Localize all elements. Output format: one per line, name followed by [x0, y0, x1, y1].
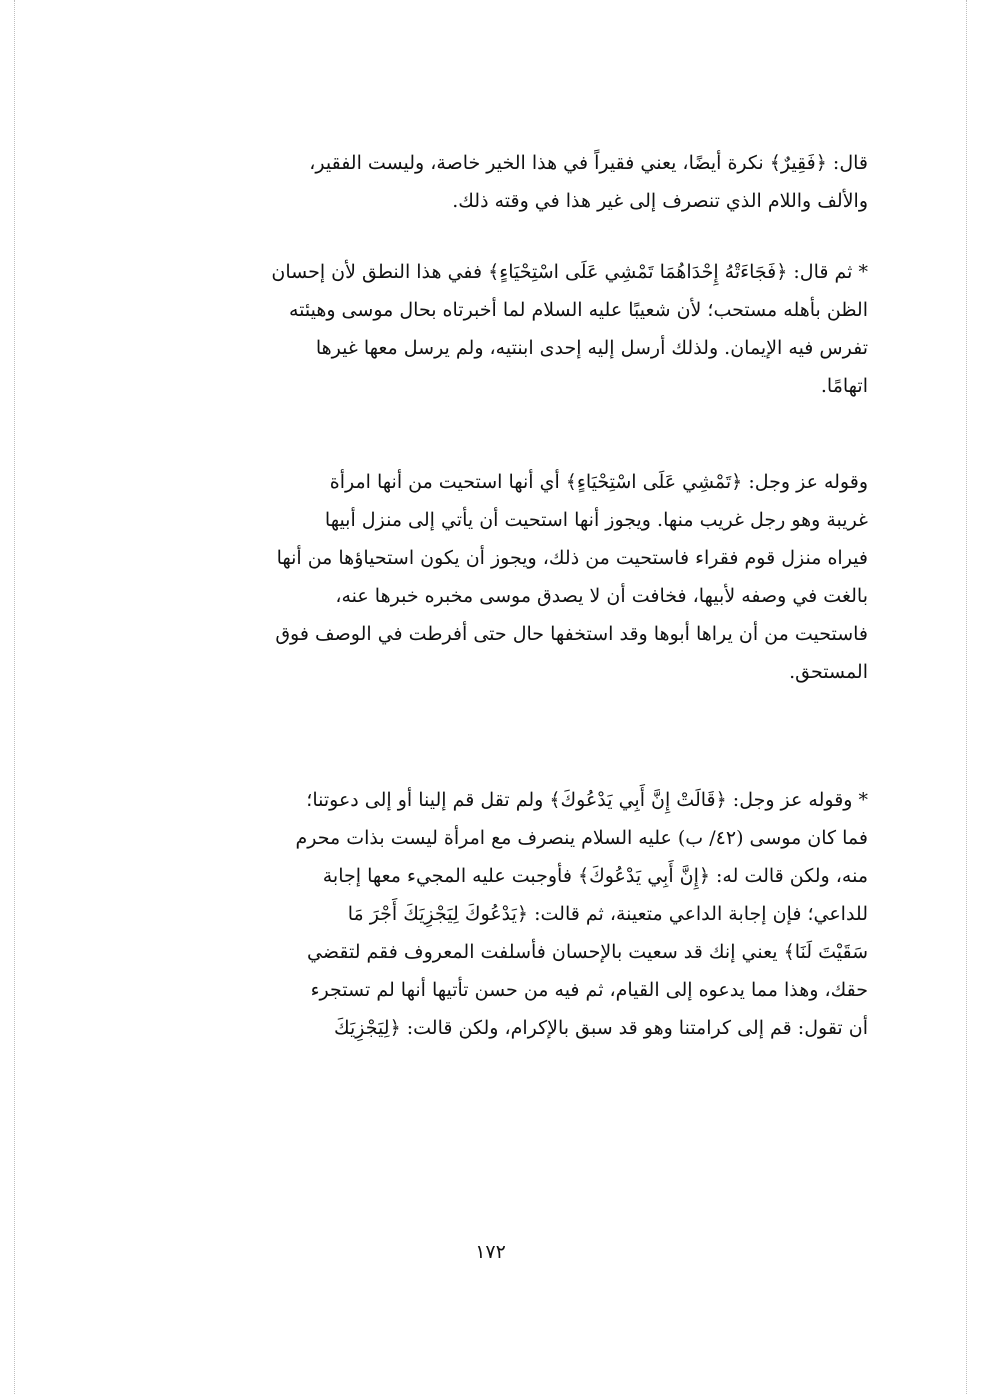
- scan-margin-line-right: [966, 0, 967, 1394]
- paragraph-text: وقوله عز وجل: ﴿تَمْشِي عَلَى اسْتِحْيَاءٍ﴾ أي أنها استحيت من أنها امرأة غريبة وهو رجل غريب منها. ويجوز أنها استحيت أن يأتي إلى منزل أبيها فيراه منزل قوم فقراء فاستحيت من ذلك، ويجوز أن يكون استحياؤها من أنها بالغت في وصفه لأبيها، فخافت أن لا يصدق موسى مخبره خبرها عنه، فاستحيت من أن يراها أبوها وقد استخفها حال حتى أفرطت في الوصف فوق المستحق.: [275, 471, 868, 683]
- paragraph-qalat: [160, 781, 868, 1047]
- paragraph-text: * وقوله عز وجل: ﴿قَالَتْ إِنَّ أَبِي يَدْعُوكَ﴾ ولم تقل قم إلينا أو إلى دعوتنا؛ فما كان موسى (٤٢/ ب) عليه السلام ينصرف مع امرأة ليست بذات محرم منه، ولكن قالت له: ﴿إِنَّ أَبِي يَدْعُوكَ﴾ فأوجبت عليه المجيء معها إجابة للداعي؛ فإن إجابة الداعي متعينة، ثم قالت: ﴿يَدْعُوكَ لِيَجْزِيَكَ أَجْرَ مَا سَقَيْتَ لَنَا﴾ يعني إنك قد سعيت بالإحسان فأسلفت المعروف فقم لتقضي حقك، وهذا مما يدعوه إلى القيام، ثم فيه من حسن تأتيها أنها لم تستجرء أن تقول: قم إلى كرامتنا وهو قد سبق بالإكرام، ولكن قالت: ﴿لِيَجْزِيَكَ: [295, 789, 868, 1039]
- paragraph-fajaathu: [160, 253, 868, 405]
- page-number: ١٧٢: [475, 1241, 506, 1263]
- paragraph-faqir: [160, 144, 868, 220]
- paragraph-text: قال: ﴿فَقِيرٌ﴾ نكرة أيضًا، يعني فقيراً في هذا الخير خاصة، وليست الفقير، والألف واللام الذي تنصرف إلى غير هذا في وقته ذلك.: [309, 152, 868, 212]
- paragraph-tamshi: [160, 463, 868, 691]
- paragraph-text: * ثم قال: ﴿فَجَاءَتْهُ إِحْدَاهُمَا تَمْشِي عَلَى اسْتِحْيَاءٍ﴾ ففي هذا النطق لأن إحسان الظن بأهله مستحب؛ لأن شعيبًا عليه السلام لما أخبرتاه بحال موسى وهيئته تفرس فيه الإيمان. ولذلك أرسل إليه إحدى ابنتيه، ولم يرسل معها غيرها اتهامًا.: [271, 261, 868, 397]
- scan-margin-line-left: [14, 0, 15, 1394]
